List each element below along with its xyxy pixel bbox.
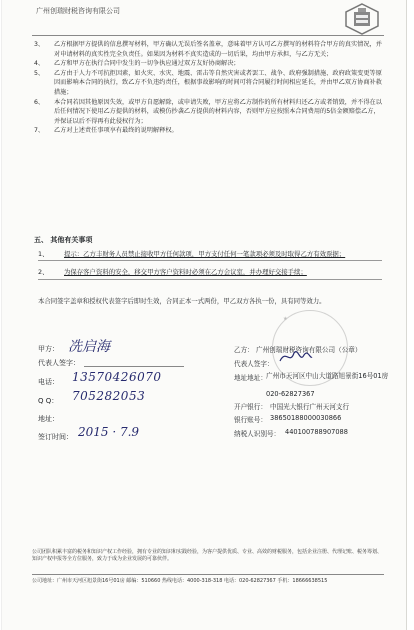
notice-number: 2、 xyxy=(38,268,49,276)
notice-number: 1、 xyxy=(38,250,49,258)
clause-item xyxy=(34,126,384,136)
clause-number: 4、 xyxy=(34,60,45,68)
notice-item xyxy=(38,267,307,276)
party-b-address: 广州市天河区中山大道路旭景街16号01房 xyxy=(266,372,389,380)
party-a-date: 2015 · 7.9 xyxy=(78,425,140,439)
notice-divider xyxy=(38,279,382,280)
header-company-name: 广州创瑞财税咨询有限公司 xyxy=(36,7,120,15)
company-logo-icon xyxy=(342,2,382,36)
notice-item xyxy=(38,249,345,258)
party-b-tax-id: 440100788907088 xyxy=(285,428,348,436)
contract-page xyxy=(2,0,406,630)
party-a-phone-label: 电话： xyxy=(38,378,59,386)
party-b-label: 乙方： xyxy=(234,346,254,354)
clause-number: 7、 xyxy=(34,127,45,135)
party-a-qq: 705282053 xyxy=(72,389,146,403)
clause-item xyxy=(34,69,384,98)
clause-number: 6、 xyxy=(34,98,45,106)
party-a-qq-label: Q Q： xyxy=(38,397,59,405)
footer-rule xyxy=(32,574,384,575)
party-a-date-label: 签订时间： xyxy=(38,433,73,441)
clause-number: 3、 xyxy=(34,41,45,48)
party-a-signature: 冼启海 xyxy=(68,339,110,355)
clause-text: 乙方对上述责任事项享有最终的说明解释权。 xyxy=(54,127,178,135)
party-a-phone: 13570426070 xyxy=(72,370,162,384)
party-a-rep-label: 代表人签字： xyxy=(38,359,80,367)
clause-text: 乙方根据甲方提供的信息撰写材料，甲方确认无误后签名盖章，意味着甲方认可乙方撰写的材料符合甲方的真实情况，并对申请材料的真实性完全负责任。如果因为材料不真实造成的一切后果，均由甲方承担，与乙方无关； xyxy=(54,41,382,58)
party-b-signature-icon xyxy=(278,345,314,367)
clause-item xyxy=(34,98,384,127)
section-heading: 五、 其他有关事项 xyxy=(34,236,93,244)
seal-text: ★ xyxy=(283,316,289,322)
clause-text: 乙方和甲方在执行合同中发生的一切争执应通过双方友好协商解决； xyxy=(54,60,240,68)
party-b-phone: 020-62827367 xyxy=(266,390,315,398)
party-b-account-label: 银行账号： xyxy=(234,416,267,424)
footer-intro: 公司团队积累丰富的税务和知识产权工作经验，拥有专业的知识和实践经验，为客户提供优质、专业、高效的财税服务，包括企业注册、代理记账、税务筹划、知识产权申报等全方位服务，致力于成为企业发展的可靠伙伴。 xyxy=(32,549,383,563)
party-a-rep-line xyxy=(84,366,184,367)
clause-list xyxy=(34,40,384,136)
footer-contact: 公司地址：广州市天河区旭景街16号01房 邮编：510660 热线电话：4000-318-318 电话：020-62827367 手机：18666638515 xyxy=(32,578,328,584)
clause-item xyxy=(34,40,384,59)
notice-text: 为保存客户资料的安全，移交甲方客户资料时必须在乙方会议室，并办理好交接手续； xyxy=(64,268,307,276)
party-b-tax-label: 纳税人识别号： xyxy=(234,430,281,438)
party-a-address-label: 地址： xyxy=(38,415,59,423)
clause-number: 5、 xyxy=(34,69,45,77)
party-b-name: 广州创瑞财税咨询有限公司（公章） xyxy=(256,346,362,354)
clause-item xyxy=(34,59,384,69)
notice-text: 提示：乙方丰财务人员禁止接收甲方任何款项，甲方支付任何一笔款项必须及时取得乙方有效票据； xyxy=(64,250,346,258)
party-a-label: 甲方： xyxy=(38,345,59,353)
party-b-bank-label: 开户银行： xyxy=(234,403,267,411)
clause-text: 乙方由于人力不可抗拒因素，如火灾、水灾、地震、雷击等自然灾害或者罢工、战争、政府强制措施、政府政策变更等原因而影响本合同的执行，致乙方不负违约责任，根据事故影响的时间可将合同履行时间相应延长，并由甲乙双方协商补救措施； xyxy=(54,69,382,96)
party-b-account: 38650188000030866 xyxy=(270,414,342,422)
party-b-bank: 中国光大银行广州天河支行 xyxy=(270,403,350,411)
party-b-address-label: 地址地址： xyxy=(234,374,267,382)
party-b-rep-label: 代表人签字： xyxy=(234,360,274,368)
notice-divider xyxy=(38,260,382,261)
clause-text: 本合同若因其他原因失效，或甲方自愿解除，或申请失败，甲方应将乙方制作的所有材料归还乙方或者销毁，并不得在以后任何情况下使用乙方提供的材料，或模仿抄袭乙方提供的材料内容，否则甲方应按照本合同费用的5倍金额赔偿乙方，并保证以后不得再有此侵权行为； xyxy=(54,98,382,125)
closing-statement: 本合同签字盖章和授权代表签字后即时生效，合同正本一式两份，甲乙双方各执一份，具有同等效力。 xyxy=(38,297,326,305)
header-rule xyxy=(32,35,384,36)
